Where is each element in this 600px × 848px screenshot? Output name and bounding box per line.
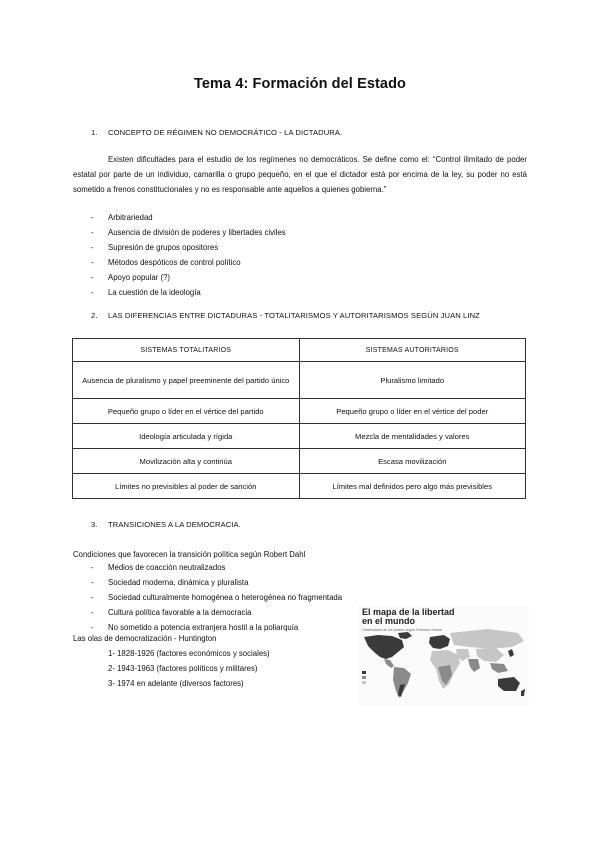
list-item: 2- 1943-1963 (factores políticos y militares) xyxy=(108,664,258,673)
list-item: 3- 1974 en adelante (diversos factores) xyxy=(108,679,244,688)
section-heading-3 xyxy=(91,520,241,529)
section-heading-text: TRANSICIONES A LA DEMOCRACIA. xyxy=(108,520,241,529)
map-region-japan xyxy=(508,649,514,657)
map-caption: Clasificación de los países según Freedom House xyxy=(362,628,442,632)
map-region-southeast-asia xyxy=(490,663,508,673)
table-cell: Pequeño grupo o líder en el vértice del poder xyxy=(299,399,526,424)
table-header-row xyxy=(73,339,526,362)
map-region-australia xyxy=(498,677,520,691)
list-item: - Apoyo popular (?) xyxy=(91,270,286,285)
list-item: - Supresión de grupos opositores xyxy=(91,240,286,255)
page-title: Tema 4: Formación del Estado xyxy=(193,76,407,92)
intro-paragraph xyxy=(73,152,527,197)
list-item: - La cuestión de la ideología xyxy=(91,285,286,300)
intro-paragraph-text: Existen dificultades para el estudio de los regímenes no democráticos. Se define como el: “Control ilimitado de poder estatal por parte de un individuo, camarilla o grupo pequeño, en el que el dictador está por encima de la ley, su poder no está sometido a frenos constitucionales y no es responsable ante aquellos a quienes gobierna.” xyxy=(73,155,527,194)
map-region-russia xyxy=(450,629,524,649)
list-item: - Arbitrariedad xyxy=(91,210,286,225)
section-number: 1. xyxy=(91,128,98,137)
section-heading-text: LAS DIFERENCIAS ENTRE DICTADURAS - TOTALITARISMOS Y AUTORITARISMOS SEGÚN JUAN LINZ xyxy=(108,311,480,320)
legend-swatch-free xyxy=(362,671,366,674)
comparison-table xyxy=(72,338,526,499)
characteristics-list xyxy=(91,210,286,300)
table-row xyxy=(73,399,526,424)
table-header-cell: SISTEMAS AUTORITARIOS xyxy=(299,339,526,362)
map-region-central-america xyxy=(384,659,394,668)
table-cell: Pequeño grupo o líder en el vértice del partido xyxy=(73,399,300,424)
list-item: - Ausencia de división de poderes y libertades civiles xyxy=(91,225,286,240)
table-cell: Límites no previsibles al poder de sanción xyxy=(73,474,300,499)
map-region-greenland xyxy=(398,632,412,639)
table-cell: Movilización alta y continúa xyxy=(73,449,300,474)
map-title-line-2: en el mundo xyxy=(362,616,416,626)
list-item: - No sometido a potencia extranjera hostil a la poliarquía xyxy=(91,620,342,635)
freedom-map-figure xyxy=(358,605,529,705)
list-item: - Métodos despóticos de control político xyxy=(91,255,286,270)
section-number: 2. xyxy=(91,311,98,320)
list-item: - Cultura política favorable a la democracia xyxy=(91,605,342,620)
list-item: - Sociedad moderna, dinámica y pluralista xyxy=(91,575,342,590)
waves-list xyxy=(108,646,270,691)
waves-title: Las olas de democratización - Huntington xyxy=(73,634,217,643)
map-region-europe xyxy=(429,635,450,649)
table-cell: Ausencia de pluralismo y papel preeminente del partido único xyxy=(73,362,300,399)
list-item: 1- 1828-1926 (factores económicos y sociales) xyxy=(108,649,270,658)
section-heading-2 xyxy=(91,311,480,320)
table-header-cell: SISTEMAS TOTALITARIOS xyxy=(73,339,300,362)
table-cell: Límites mal definidos pero algo más previsibles xyxy=(299,474,526,499)
map-region-south-asia xyxy=(468,659,480,672)
map-region-new-zealand xyxy=(521,689,525,696)
table-cell: Pluralismo limitado xyxy=(299,362,526,399)
legend-swatch-partly-free xyxy=(362,676,366,679)
table-row xyxy=(73,424,526,449)
world-map-image xyxy=(358,605,529,705)
list-item: - Sociedad culturalmente homogénea o heterogénea no fragmentada xyxy=(91,590,342,605)
section-heading-text: CONCEPTO DE RÉGIMEN NO DEMOCRÁTICO - LA DICTADURA. xyxy=(108,128,343,137)
map-title-line-1: El mapa de la libertad xyxy=(362,607,455,617)
table-cell: Ideología articulada y rígida xyxy=(73,424,300,449)
legend-swatch-not-free xyxy=(362,681,366,684)
list-item: - Medios de coacción neutralizados xyxy=(91,560,342,575)
conditions-list xyxy=(91,560,342,635)
table-cell: Escasa movilización xyxy=(299,449,526,474)
map-region-north-america xyxy=(364,635,404,659)
table-row xyxy=(73,362,526,399)
table-row xyxy=(73,474,526,499)
section-number: 3. xyxy=(91,520,98,529)
map-region-china xyxy=(476,648,504,662)
section-heading-1 xyxy=(91,128,342,137)
table-cell: Mezcla de mentalidades y valores xyxy=(299,424,526,449)
conditions-title: Condiciones que favorecen la transición política según Robert Dahl xyxy=(73,550,306,559)
table-row xyxy=(73,449,526,474)
